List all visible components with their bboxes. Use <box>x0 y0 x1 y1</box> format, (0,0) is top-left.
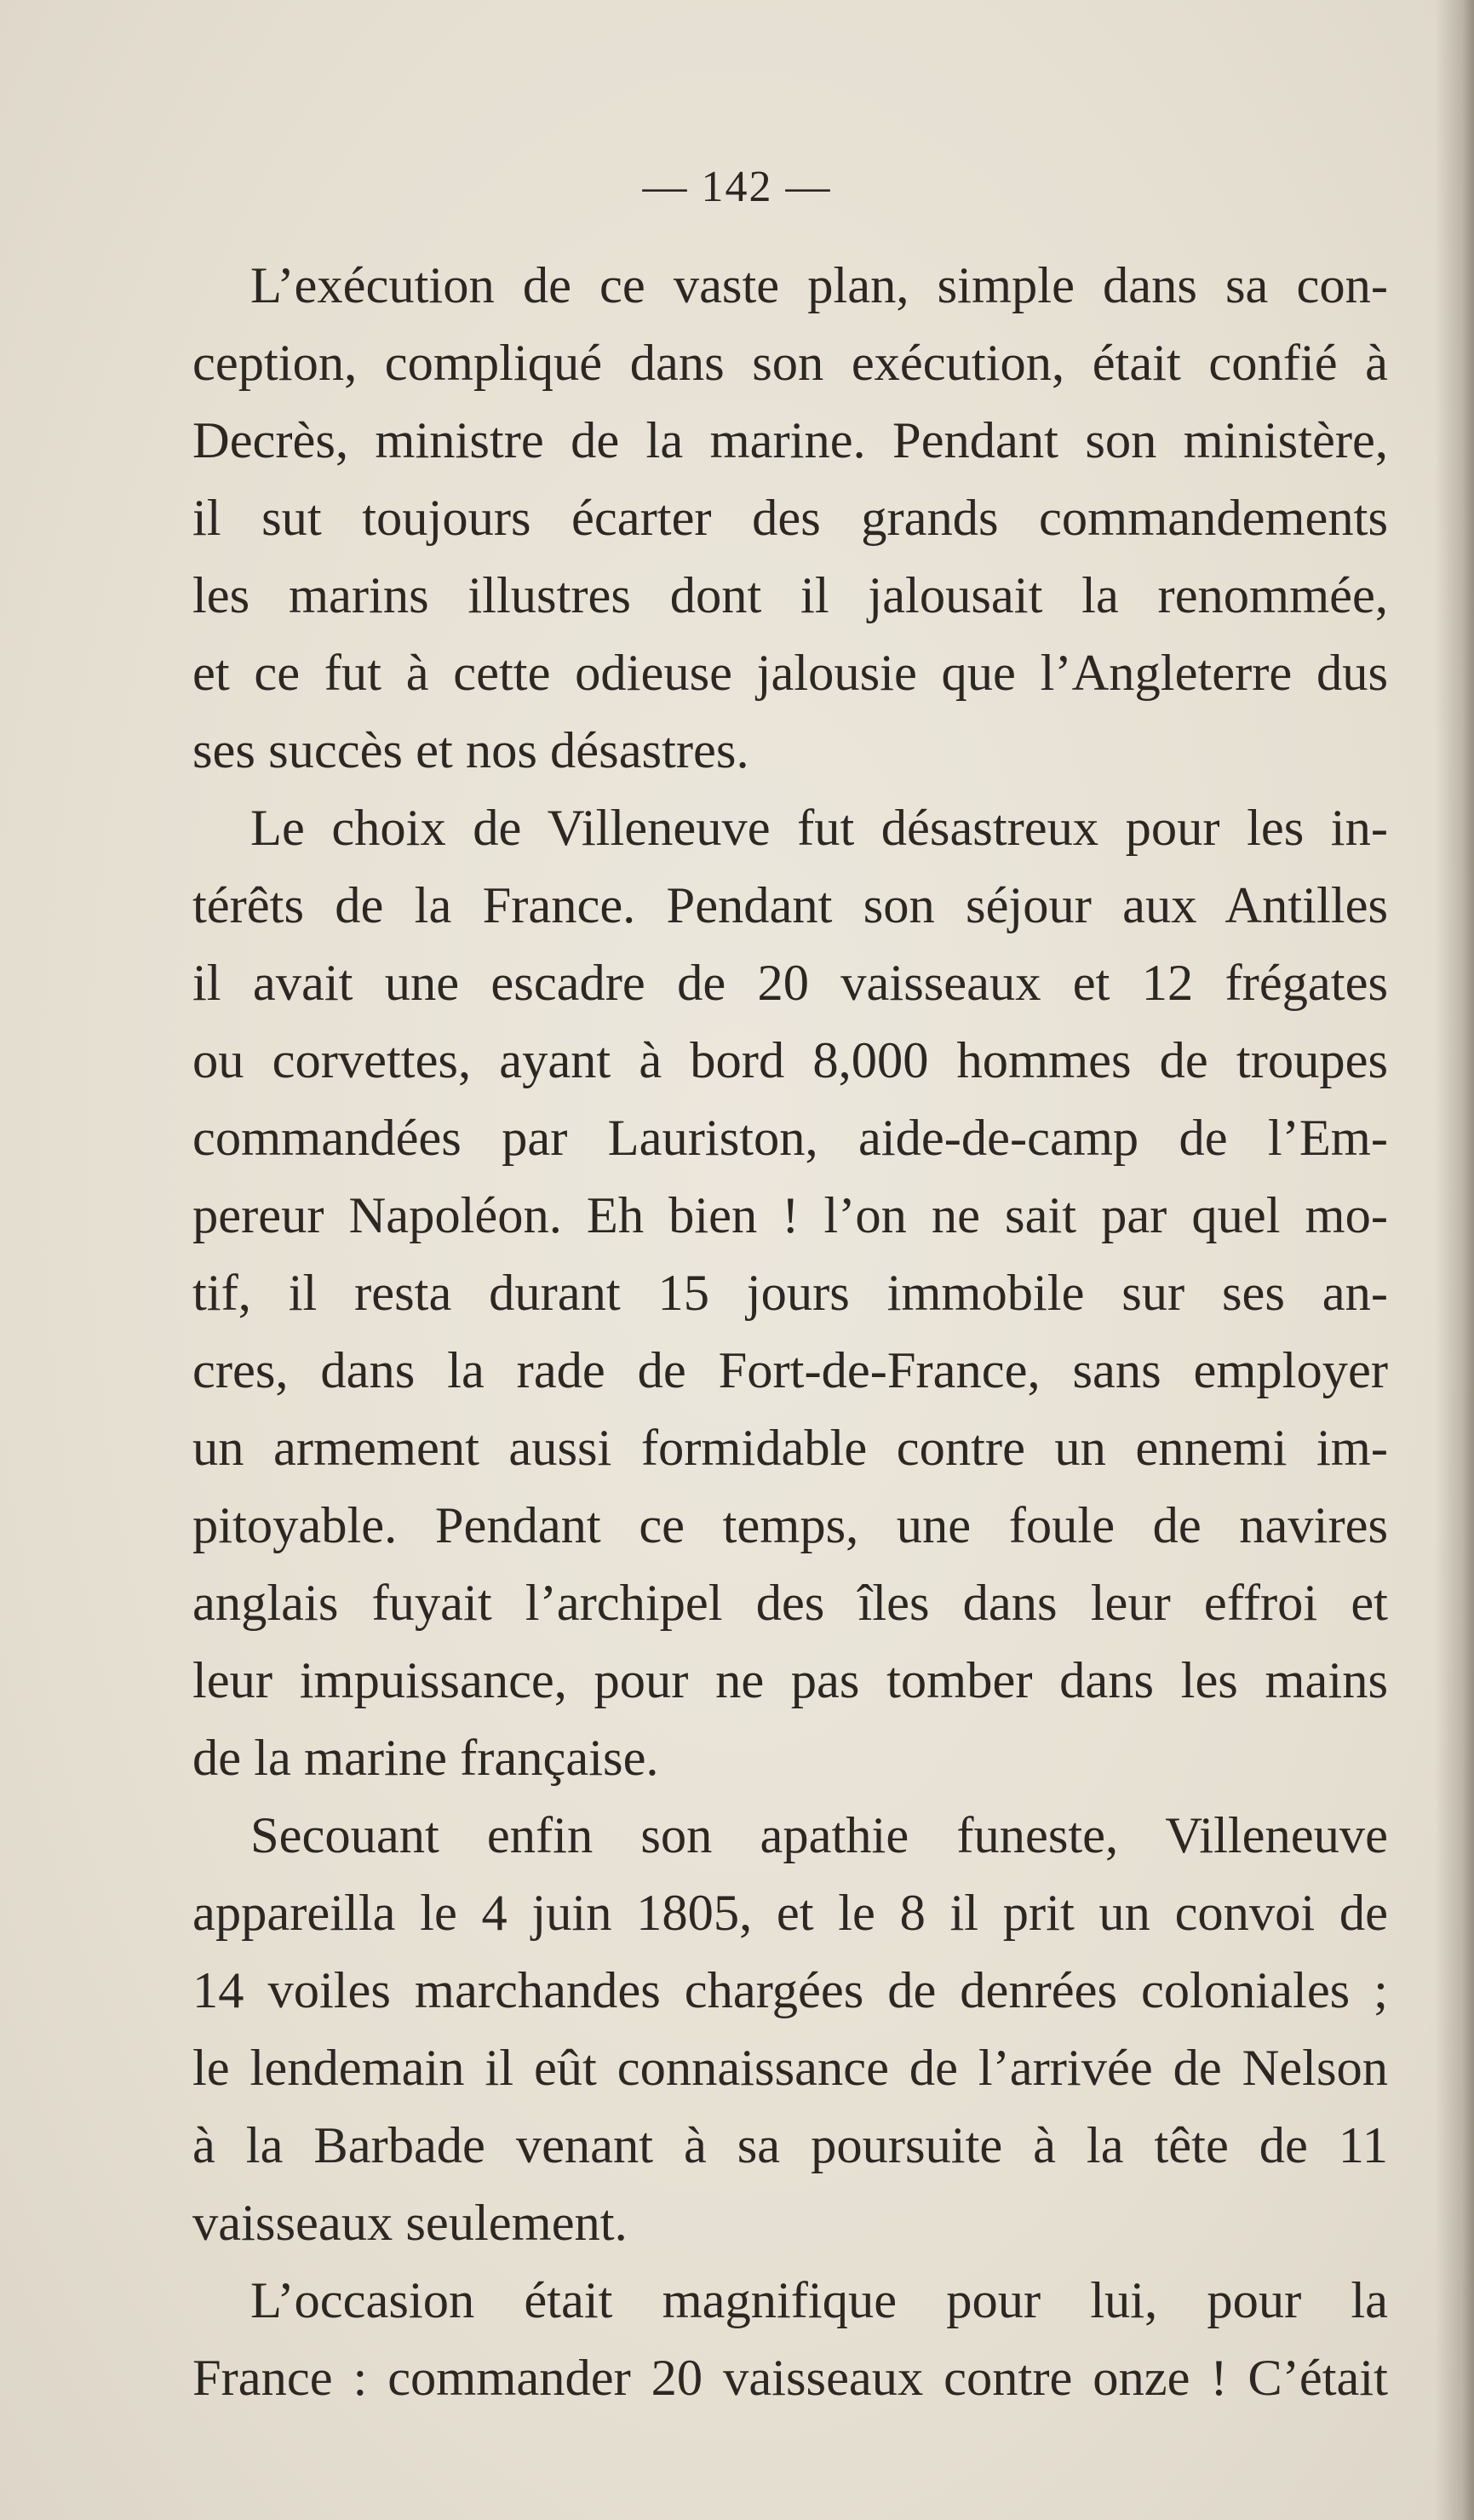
text-line: un armement aussi formidable contre un ennemi im- <box>192 1420 1388 1477</box>
text-line: vaisseaux seulement. <box>192 2195 628 2252</box>
text-line: et ce fut à cette odieuse jalousie que l’Angleterre dus <box>192 645 1388 702</box>
text-line: les marins illustres dont il jalousait la renommée, <box>192 567 1388 624</box>
text-line: de la marine française. <box>192 1730 659 1787</box>
text-line: pereur Napoléon. Eh bien ! l’on ne sait par quel mo- <box>192 1187 1388 1244</box>
text-line: ses succès et nos désastres. <box>192 722 749 779</box>
text-line: anglais fuyait l’archipel des îles dans leur effroi et <box>192 1575 1388 1632</box>
text-line: appareilla le 4 juin 1805, et le 8 il prit un convoi de <box>192 1885 1388 1942</box>
text-line: il avait une escadre de 20 vaisseaux et 12 frégates <box>192 955 1388 1012</box>
text-line: il sut toujours écarter des grands commandements <box>192 490 1388 547</box>
text-line: France : commander 20 vaisseaux contre onze ! C’était <box>192 2350 1388 2407</box>
text-line: ception, compliqué dans son exécution, était confié à <box>192 335 1388 392</box>
text-line: L’exécution de ce vaste plan, simple dans sa con- <box>250 257 1388 314</box>
text-line: 14 voiles marchandes chargées de denrées coloniales ; <box>192 1962 1388 2019</box>
text-line: cres, dans la rade de Fort-de-France, sans employer <box>192 1342 1388 1399</box>
page-number: — 142 — <box>642 163 832 211</box>
text-line: tif, il resta durant 15 jours immobile sur ses an- <box>192 1265 1388 1322</box>
text-line: le lendemain il eût connaissance de l’arrivée de Nelson <box>192 2040 1388 2097</box>
text-line: Secouant enfin son apathie funeste, Villeneuve <box>250 1807 1388 1864</box>
text-line: térêts de la France. Pendant son séjour aux Antilles <box>192 877 1388 934</box>
text-line: Decrès, ministre de la marine. Pendant son ministère, <box>192 412 1388 469</box>
body-text <box>192 247 1388 2417</box>
text-line: pitoyable. Pendant ce temps, une foule de navires <box>192 1497 1388 1554</box>
text-line: Le choix de Villeneuve fut désastreux pour les in- <box>250 800 1388 857</box>
text-line: leur impuissance, pour ne pas tomber dans les mains <box>192 1652 1388 1709</box>
text-line: à la Barbade venant à sa poursuite à la tête de 11 <box>192 2117 1388 2174</box>
page-edge-shadow <box>1435 0 1474 2520</box>
text-line: ou corvettes, ayant à bord 8,000 hommes de troupes <box>192 1032 1388 1089</box>
text-line: commandées par Lauriston, aide-de-camp de l’Em- <box>192 1110 1388 1167</box>
text-line: L’occasion était magnifique pour lui, pour la <box>250 2272 1388 2329</box>
